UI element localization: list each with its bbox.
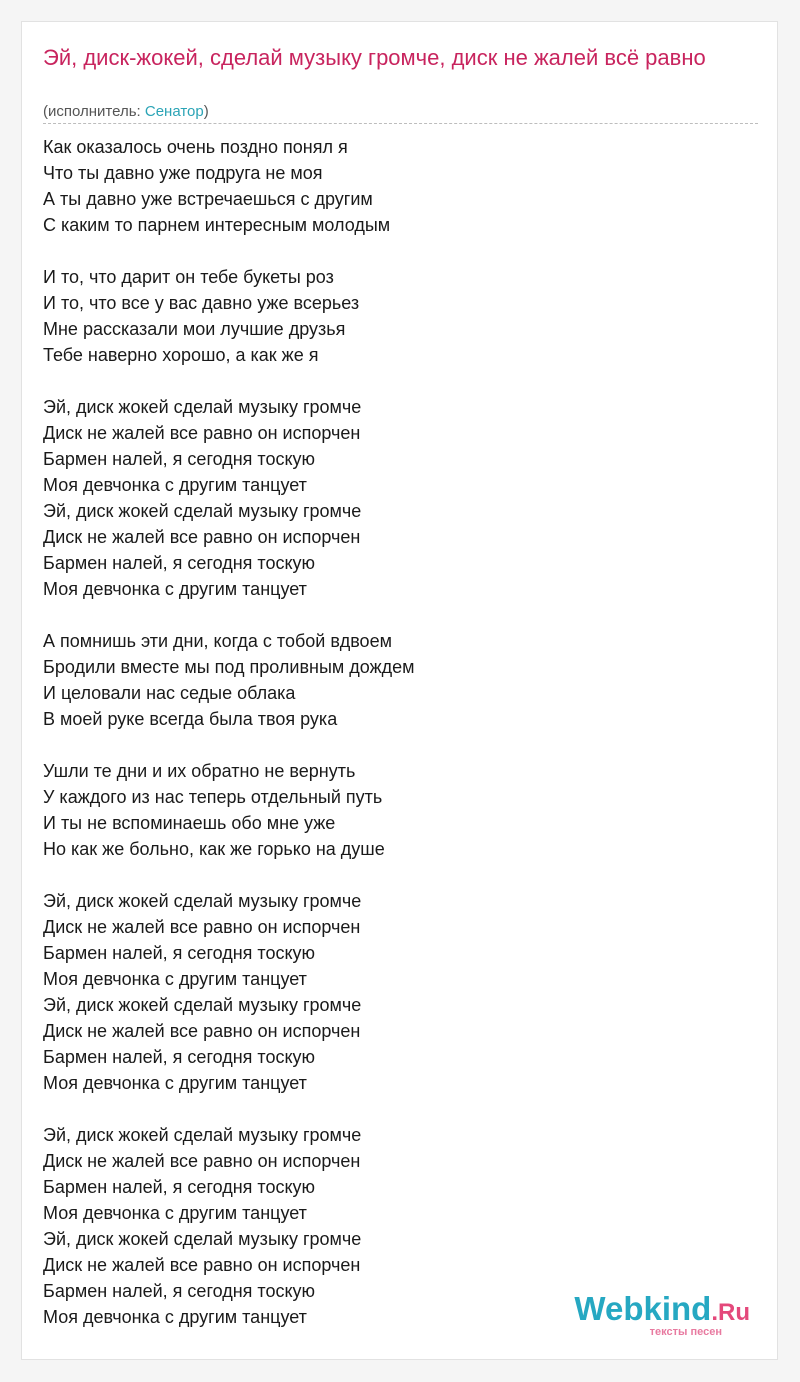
lyrics-stanza: [43, 264, 743, 368]
lyric-line: Диск не жалей все равно он испорчен: [43, 917, 361, 937]
lyric-line: Ушли те дни и их обратно не вернуть: [43, 761, 356, 781]
lyric-line: Бармен налей, я сегодня тоскую: [43, 1177, 316, 1197]
lyric-line: И целовали нас седые облака: [43, 683, 296, 703]
artist-prefix: (исполнитель:: [43, 103, 145, 120]
artist-line: [43, 102, 209, 122]
artist-link[interactable]: Сенатор: [144, 103, 204, 120]
lyric-line: Диск не жалей все равно он испорчен: [43, 1151, 361, 1171]
lyrics-stanza: [43, 628, 743, 732]
lyrics-stanza: [43, 394, 743, 602]
lyric-line: Тебе наверно хорошо, а как же я: [43, 345, 319, 365]
lyric-line: С каким то парнем интересным молодым: [43, 215, 391, 235]
lyrics-stanza: [43, 758, 743, 862]
lyric-line: Бродили вместе мы под проливным дождем: [43, 657, 415, 677]
lyric-line: Моя девчонка с другим танцует: [43, 579, 307, 599]
header-divider: [43, 123, 758, 124]
lyric-line: И то, что все у вас давно уже всерьез: [43, 293, 360, 313]
lyric-line: Но как же больно, как же горько на душе: [43, 839, 385, 859]
song-title: Эй, диск-жокей, сделай музыку громче, диск не жалей всё равно: [43, 45, 706, 70]
lyrics-stanza: [43, 134, 743, 238]
lyrics-card: [21, 21, 778, 1360]
lyric-line: Бармен налей, я сегодня тоскую: [43, 449, 316, 469]
lyric-line: Моя девчонка с другим танцует: [43, 1307, 307, 1327]
lyric-line: У каждого из нас теперь отдельный путь: [43, 787, 383, 807]
site-logo[interactable]: [550, 1291, 750, 1337]
lyric-line: Диск не жалей все равно он испорчен: [43, 527, 361, 547]
logo-wordmark: [574, 1291, 750, 1331]
lyric-line: Как оказалось очень поздно понял я: [43, 137, 348, 157]
lyric-line: Эй, диск жокей сделай музыку громче: [43, 1125, 362, 1145]
lyric-line: Бармен налей, я сегодня тоскую: [43, 1281, 316, 1301]
lyrics-body: [43, 134, 743, 1356]
logo-name: Webkind: [574, 1290, 712, 1327]
lyric-line: Диск не жалей все равно он испорчен: [43, 1021, 361, 1041]
lyric-line: Бармен налей, я сегодня тоскую: [43, 1047, 316, 1067]
lyric-line: Эй, диск жокей сделай музыку громче: [43, 397, 362, 417]
lyric-line: Моя девчонка с другим танцует: [43, 1203, 307, 1223]
artist-suffix: ): [203, 103, 209, 120]
lyric-line: Что ты давно уже подруга не моя: [43, 163, 323, 183]
lyric-line: Моя девчонка с другим танцует: [43, 475, 307, 495]
lyric-line: А ты давно уже встречаешься с другим: [43, 189, 373, 209]
lyric-line: Эй, диск жокей сделай музыку громче: [43, 891, 362, 911]
lyric-line: А помнишь эти дни, когда с тобой вдвоем: [43, 631, 392, 651]
lyric-line: Мне рассказали мои лучшие друзья: [43, 319, 346, 339]
lyric-line: Моя девчонка с другим танцует: [43, 969, 307, 989]
logo-tagline: тексты песен: [649, 1326, 722, 1338]
lyric-line: Эй, диск жокей сделай музыку громче: [43, 1229, 362, 1249]
lyric-line: Эй, диск жокей сделай музыку громче: [43, 995, 362, 1015]
lyrics-stanza: [43, 888, 743, 1096]
lyric-line: Бармен налей, я сегодня тоскую: [43, 943, 316, 963]
lyric-line: Бармен налей, я сегодня тоскую: [43, 553, 316, 573]
lyric-line: Эй, диск жокей сделай музыку громче: [43, 501, 362, 521]
lyric-line: Диск не жалей все равно он испорчен: [43, 1255, 361, 1275]
lyric-line: В моей руке всегда была твоя рука: [43, 709, 338, 729]
lyric-line: И ты не вспоминаешь обо мне уже: [43, 813, 336, 833]
logo-tld: .Ru: [711, 1299, 750, 1326]
lyric-line: Моя девчонка с другим танцует: [43, 1073, 307, 1093]
lyric-line: И то, что дарит он тебе букеты роз: [43, 267, 334, 287]
lyric-line: Диск не жалей все равно он испорчен: [43, 423, 361, 443]
